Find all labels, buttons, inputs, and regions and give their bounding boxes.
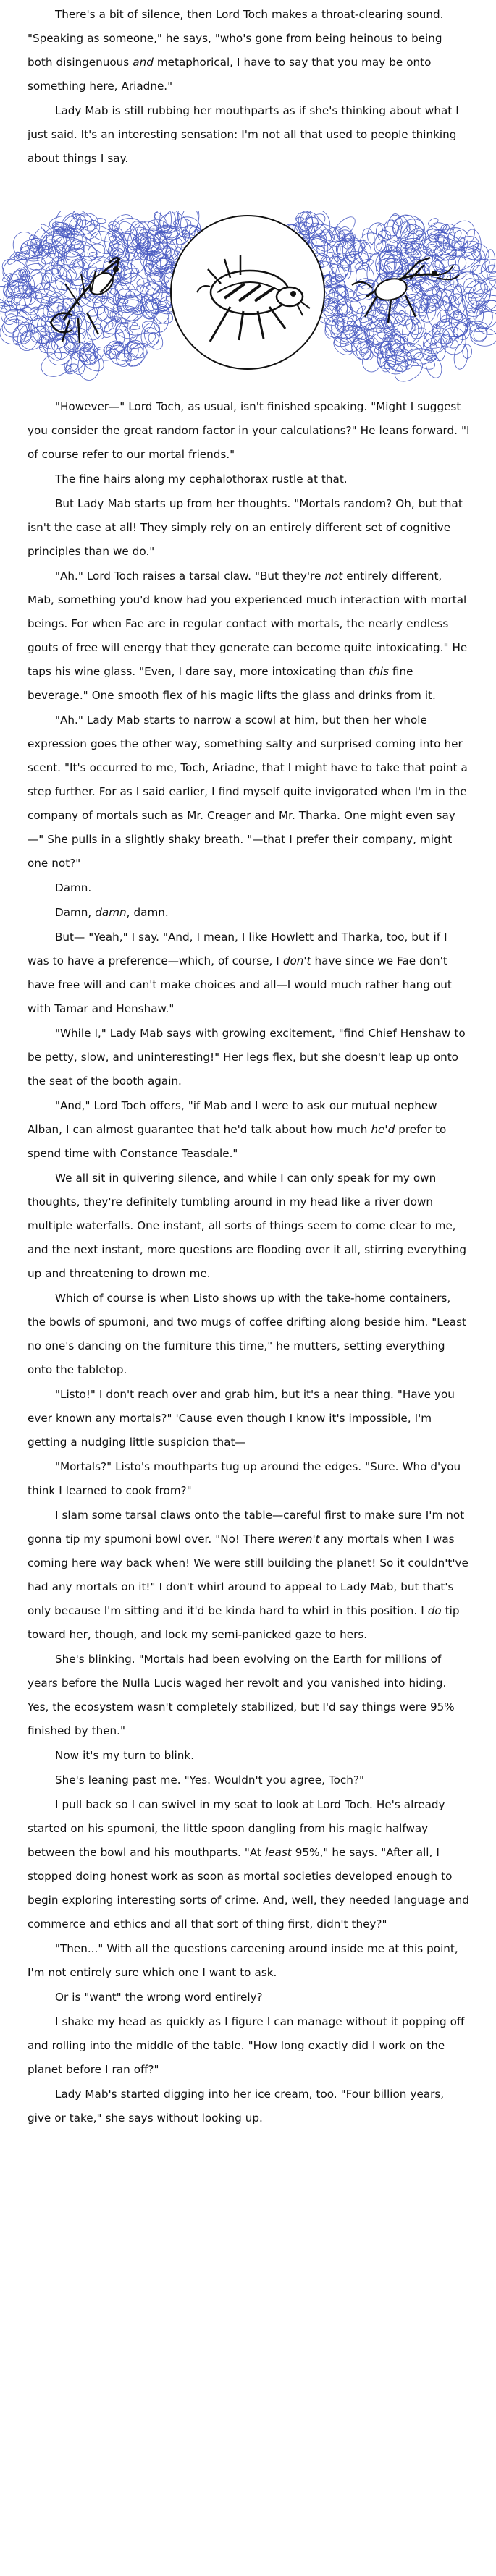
center-circle-insect	[171, 216, 324, 369]
emphasized-text: and	[133, 56, 154, 69]
paragraph-text: "However—" Lord Toch, as usual, isn't finished speaking. "Might I suggest you consider the great random factor in your calculations?" He leans forward. "I of course refer to our mortal friends."	[28, 400, 470, 461]
story-paragraph	[28, 1094, 471, 1166]
ink-scribble-loop	[466, 320, 489, 333]
ink-scribble-loop	[62, 345, 92, 378]
story-paragraph	[28, 492, 471, 564]
story-paragraph	[28, 1986, 471, 2009]
paragraph-text: 95%," he says. "After all, I stopped doing honest work as soon as mortal societies developed enough to begin exploring interesting sorts of crime. And, well, they needed language and commerce and ethics and all that sort of thing first, didn't they?"	[28, 1846, 469, 1931]
emphasized-text: this	[369, 665, 389, 678]
story-paragraph	[28, 99, 471, 171]
ink-scribble-loop	[128, 322, 139, 344]
ink-scribble-loop	[332, 326, 360, 349]
story-paragraph	[28, 1937, 471, 1985]
paragraph-text: tip toward her, though, and lock my semi-panicked gaze to hers.	[28, 1604, 460, 1641]
paragraph-text: But— "Yeah," I say. "And, I mean, I like Howlett and Tharka, too, but if I was to have a preference—which, of course, I	[28, 931, 447, 967]
story-paragraph	[28, 708, 471, 876]
paragraph-text: Now it's my turn to blink.	[55, 1749, 195, 1762]
ink-scribble-loop	[10, 323, 30, 347]
paragraph-text: metaphorical, I have to say that you may be onto something here, Ariadne."	[28, 56, 432, 93]
paragraph-text: Or is "want" the wrong word entirely?	[55, 1991, 263, 2004]
ink-scribble-loop	[453, 229, 463, 242]
paragraph-text: She's leaning past me. "Yes. Wouldn't you agree, Toch?"	[55, 1774, 364, 1787]
paragraph-text: Which of course is when Listo shows up with the take-home containers, the bowls of spumoni, and two mugs of coffee drifting along beside him. "Least no one's dancing on the furniture this time," he mutters, setting everything onto the tabletop.	[28, 1292, 466, 1376]
ink-scribble-loop	[323, 249, 344, 271]
paragraph-text: Lady Mab's started digging into her ice cream, too. "Four billion years, give or take," she says without looking up.	[28, 2088, 445, 2124]
ink-scribble-loop	[427, 216, 440, 227]
paragraph-text: The fine hairs along my cephalothorax rustle at that.	[55, 473, 348, 486]
paragraph-text: We all sit in quivering silence, and while I can only speak for my own thoughts, they're definitely tumbling around in my head like a river down multiple waterfalls. One instant, all sorts of things seem to come clear to me, and the next instant, more questions are flooding over it all, stirring everything up and threatening to drown me.	[28, 1172, 466, 1280]
paragraph-text: Damn.	[55, 881, 92, 894]
ink-scribble-loop	[80, 217, 104, 242]
ink-scribble-loop	[380, 313, 403, 329]
ink-scribble-loop	[441, 222, 456, 237]
emphasized-text: he'd	[371, 1123, 395, 1136]
emphasized-text: damn	[95, 906, 127, 919]
paragraph-text: Damn,	[55, 906, 96, 919]
paragraph-text: But Lady Mab starts up from her thoughts. "Mortals random? Oh, but that isn't the case at all! They simply rely on an entirely different set of cognitive principles than we do."	[28, 497, 463, 558]
paragraph-text: "Listo!" I don't reach over and grab him, but it's a near thing. "Have you ever known any mortals?" 'Cause even though I know it's impossible, I'm getting a nudging little suspicion that—	[28, 1388, 455, 1449]
story-paragraph	[28, 1648, 471, 1743]
ink-scribble-loop	[339, 258, 353, 269]
paragraph-text: I pull back so I can swivel in my seat to look at Lord Toch. He's already started on his spumoni, the little spoon dangling from his magic halfway between the bowl and his mouthparts. "At	[28, 1798, 445, 1859]
story-paragraph	[28, 395, 471, 467]
paragraph-text: any mortals when I was coming here way back when! We were still building the planet! So it couldn't've had any mortals on it!" I don't whirl around to appeal to Lady Mab, but that's only because I'm sitting and it'd be kinda hard to whirl in this position. I	[28, 1533, 468, 1617]
emphasized-text: least	[264, 1846, 292, 1859]
story-paragraph	[28, 1504, 471, 1647]
ink-scribble-loop	[59, 277, 75, 292]
story-paragraph	[28, 467, 471, 491]
ink-scribble-loop	[463, 344, 472, 359]
paragraph-text: "Ah." Lord Toch raises a tarsal claw. "But they're	[55, 569, 325, 582]
ink-scribble-loop	[110, 306, 140, 324]
story-paragraph	[28, 564, 471, 708]
story-paragraph	[28, 1744, 471, 1768]
story-paragraph	[28, 3, 471, 98]
paragraph-text: entirely different, Mab, something you'd know had you experienced much interaction with mortal beings. For when Fae are in regular contact with mortals, the nearly endless gouts of free will energy that they generate can become quite intoxicating." He taps his wine glass. "Even, I dare say, more intoxicating than	[28, 569, 468, 678]
ink-scribble-loop	[78, 352, 99, 381]
paragraph-text: Lady Mab is still rubbing her mouthparts as if she's thinking about what I just said. It's an interesting sensation: I'm not all that used to people thinking about things I say.	[28, 104, 459, 165]
paragraph-text: fine beverage." One smooth flex of his magic lifts the glass and drinks from it.	[28, 665, 436, 702]
ink-scribble-loop	[140, 324, 167, 353]
story-text-top	[28, 3, 471, 171]
ink-scribble-loop	[336, 244, 340, 254]
story-paragraph	[28, 2010, 471, 2082]
paragraph-text: "Then..." With all the questions careening around inside me at this point, I'm not entirely sure which one I want to ask.	[28, 1942, 458, 1979]
emphasized-text: weren't	[278, 1533, 320, 1546]
ink-scribble-loop	[416, 302, 432, 318]
paragraph-text: "While I," Lady Mab says with growing excitement, "find Chief Henshaw to be petty, slow, and uninteresting!" Her legs flex, but she doesn't leap up onto the seat of the booth again.	[28, 1027, 466, 1088]
paragraph-text: There's a bit of silence, then Lord Toch makes a throat-clearing sound. "Speaking as someone," he says, "who's gone from being heinous to being both disingenuous	[28, 8, 444, 69]
story-paragraph	[28, 901, 471, 925]
emphasized-text: not	[324, 569, 343, 582]
story-paragraph	[28, 1022, 471, 1093]
paragraph-text: "Ah." Lady Mab starts to narrow a scowl at him, but then her whole expression goes the other way, something salty and surprised coming into her scent. "It's occurred to me, Toch, Ariadne, that I might have to take that point a step further. For as I said earlier, I find myself quite invigorated when I'm in the company of mortals such as Mr. Creager and Mr. Tharka. One might even say—" She pulls in a slightly shaky breath. "—that I prefer their company, might one not?"	[28, 713, 468, 870]
story-illustration	[0, 211, 496, 392]
story-paragraph	[28, 1287, 471, 1382]
paragraph-text: prefer to spend time with Constance Teasdale."	[28, 1123, 447, 1160]
story-paragraph	[28, 1793, 471, 1936]
ink-scribble-loop	[6, 250, 21, 266]
story-paragraph	[28, 1166, 471, 1286]
ink-scribble-loop	[127, 340, 148, 360]
paragraph-text: I shake my head as quickly as I figure I can manage without it popping off and rolling into the middle of the table. "How long exactly did I work on the planet before I ran off?"	[28, 2015, 465, 2076]
illustration-art	[0, 211, 496, 392]
story-paragraph	[28, 876, 471, 900]
paragraph-text: have since we Fae don't have free will and can't make choices and all—I would much rather hang out with Tamar and Henshaw."	[28, 954, 452, 1015]
story-paragraph	[28, 925, 471, 1021]
story-paragraph	[28, 2083, 471, 2130]
ink-scribble-loop	[453, 343, 469, 370]
emphasized-text: don't	[282, 954, 311, 967]
story-paragraph	[28, 1455, 471, 1503]
story-text-bottom	[28, 395, 471, 2131]
paragraph-text: She's blinking. "Mortals had been evolving on the Earth for millions of years before the Nulla Lucis waged her revolt and you vanished into hiding. Yes, the ecosystem wasn't completely stabilized, but I'd say things were 95% finished by then."	[28, 1653, 455, 1737]
story-paragraph	[28, 1383, 471, 1454]
paragraph-text: "Mortals?" Listo's mouthparts tug up around the edges. "Sure. Who d'you think I learned to cook from?"	[28, 1460, 461, 1497]
story-paragraph	[28, 1768, 471, 1792]
paragraph-text: , damn.	[126, 906, 169, 919]
paragraph-text: I slam some tarsal claws onto the table—careful first to make sure I'm not gonna tip my spumoni bowl over. "No! There	[28, 1509, 465, 1546]
ink-scribble-loop	[84, 321, 105, 343]
emphasized-text: do	[427, 1604, 442, 1617]
paragraph-text: "And," Lord Toch offers, "if Mab and I were to ask our mutual nephew Alban, I can almost guarantee that he'd talk about how much	[28, 1099, 437, 1136]
ink-scribble-loop	[89, 251, 99, 258]
